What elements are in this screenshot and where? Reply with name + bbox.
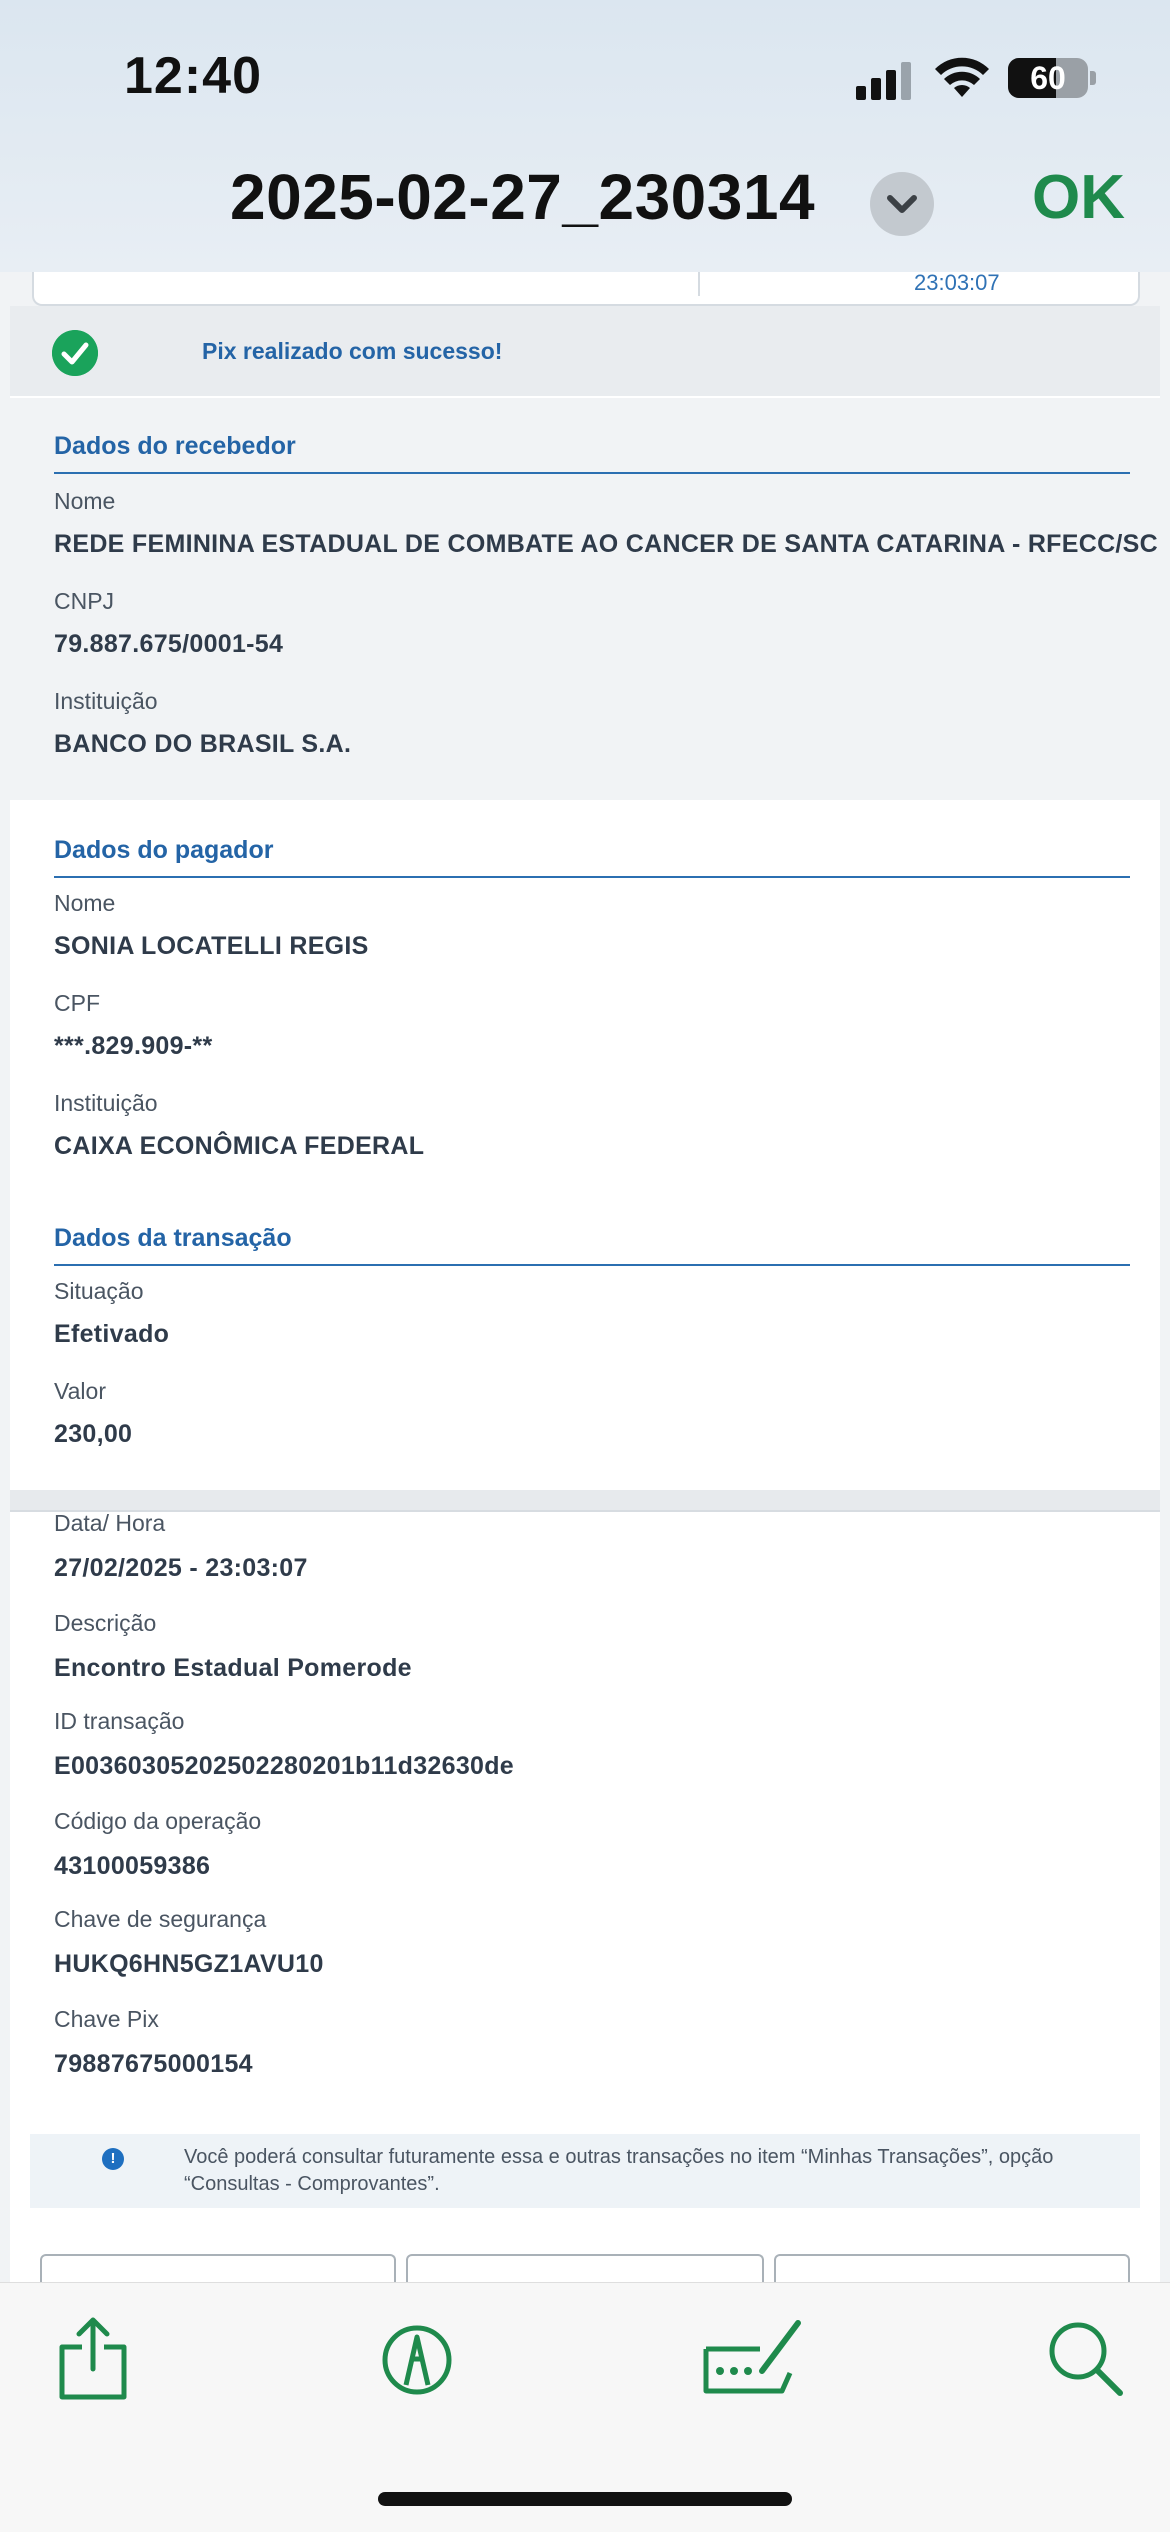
document-title[interactable]: 2025-02-27_230314 xyxy=(230,161,816,233)
recebedor-nome: REDE FEMININA ESTADUAL DE COMBATE AO CANCER DE SANTA CATARINA - RFECC/SC xyxy=(54,530,1158,558)
pagador-nome-label: Nome xyxy=(54,890,116,916)
summary-card xyxy=(32,272,1140,306)
receipt-action-button-2[interactable] xyxy=(406,2254,764,2282)
ok-button[interactable]: OK xyxy=(1032,163,1125,232)
battery-cap xyxy=(1090,71,1096,85)
chave-pix-label: Chave Pix xyxy=(54,2006,159,2032)
pagador-nome: SONIA LOCATELLI REGIS xyxy=(54,932,369,960)
descricao-label: Descrição xyxy=(54,1610,157,1636)
battery-icon xyxy=(1008,58,1088,98)
pagador-instituicao-label: Instituição xyxy=(54,1090,158,1116)
top-bar xyxy=(0,0,1170,272)
data-hora-value: 27/02/2025 - 23:03:07 xyxy=(54,1554,308,1582)
descricao-value: Encontro Estadual Pomerode xyxy=(54,1654,412,1682)
pagador-instituicao: CAIXA ECONÔMICA FEDERAL xyxy=(54,1132,425,1160)
card-divider xyxy=(698,272,700,296)
pagador-cpf-label: CPF xyxy=(54,990,100,1016)
valor-value: 230,00 xyxy=(54,1420,133,1448)
status-time: 12:40 xyxy=(124,47,262,105)
info-text: Você poderá consultar futuramente essa e outras transações no item “Minhas Transações”, opção “Consultas - Comprovantes”. xyxy=(184,2146,1054,2195)
transacao-title: Dados da transação xyxy=(54,1224,292,1252)
cellular-signal-icon xyxy=(856,60,916,100)
codigo-operacao-label: Código da operação xyxy=(54,1808,262,1834)
chevron-down-icon xyxy=(870,172,934,236)
pagador-title: Dados do pagador xyxy=(54,836,274,864)
receipt-document[interactable] xyxy=(0,272,1170,2282)
recebedor-instituicao-label: Instituição xyxy=(54,688,158,714)
battery-percent: 60 xyxy=(1030,60,1066,96)
info-notice xyxy=(30,2134,1140,2208)
recebedor-nome-label: Nome xyxy=(54,488,116,514)
chave-seguranca-label: Chave de segurança xyxy=(54,1906,267,1932)
info-icon: ! xyxy=(102,2148,124,2170)
home-indicator[interactable] xyxy=(378,2492,792,2506)
signature-icon[interactable] xyxy=(700,2313,810,2403)
recebedor-cnpj-label: CNPJ xyxy=(54,588,115,614)
recebedor-cnpj: 79.887.675/0001-54 xyxy=(54,630,284,658)
recebedor-instituicao: BANCO DO BRASIL S.A. xyxy=(54,730,352,758)
success-banner xyxy=(10,306,1160,402)
recebedor-divider xyxy=(54,472,1130,474)
chave-seguranca-value: HUKQ6HN5GZ1AVU10 xyxy=(54,1950,324,1978)
pagador-divider xyxy=(54,876,1130,878)
transacao-divider xyxy=(54,1264,1130,1266)
check-circle-icon xyxy=(52,330,98,376)
page-break xyxy=(10,1490,1160,1510)
situacao-label: Situação xyxy=(54,1278,144,1304)
recebedor-title: Dados do recebedor xyxy=(54,432,296,460)
wifi-icon xyxy=(934,55,990,99)
id-transacao-value: E00360305202502280201b11d32630de xyxy=(54,1752,515,1780)
id-transacao-label: ID transação xyxy=(54,1708,185,1734)
markup-icon[interactable] xyxy=(372,2313,462,2403)
title-menu-button[interactable] xyxy=(870,172,934,236)
codigo-operacao-value: 43100059386 xyxy=(54,1852,211,1880)
pagador-cpf: ***.829.909-** xyxy=(54,1032,213,1060)
chave-pix-value: 79887675000154 xyxy=(54,2050,253,2078)
summary-time: 23:03:07 xyxy=(914,272,1000,295)
situacao-value: Efetivado xyxy=(54,1320,170,1348)
success-message: Pix realizado com sucesso! xyxy=(202,338,503,364)
receipt-action-button-1[interactable] xyxy=(40,2254,396,2282)
search-icon[interactable] xyxy=(1040,2313,1130,2403)
data-hora-label: Data/ Hora xyxy=(54,1510,166,1536)
valor-label: Valor xyxy=(54,1378,106,1404)
receipt-action-button-3[interactable] xyxy=(774,2254,1130,2282)
share-icon[interactable] xyxy=(48,2313,138,2403)
